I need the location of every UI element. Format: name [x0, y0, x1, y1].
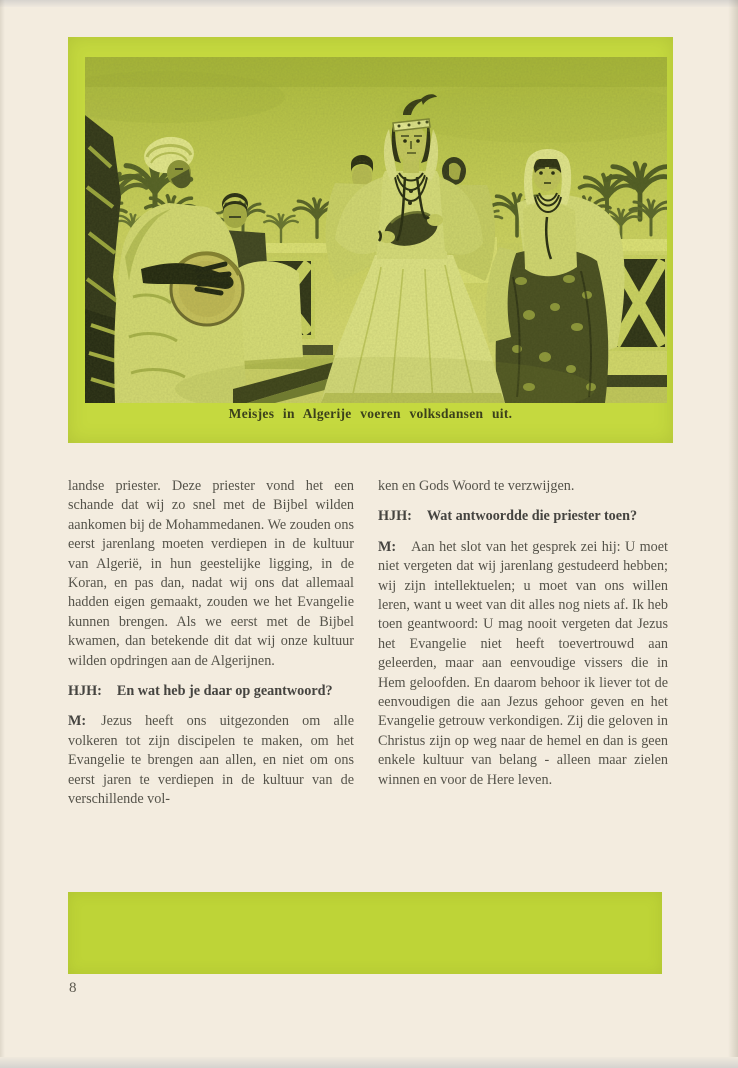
section-heading: HJH: Wat antwoordde die priester toen?: [378, 508, 638, 525]
speaker-label: M:: [378, 538, 397, 555]
speaker-label: M:: [68, 713, 87, 730]
body-paragraph: landse priester. Deze priester vond het een schande dat wij zo snel met de Bijbel wilden aankomen bij de Mohammedanen. We zouden ons eerst jarenlang moeten verdiepen in de kultuur van Algerië, in hun geestelijke ligging, in de Koran, en pas dan, nadat wij ons dat allemaal hadden eigen gemaakt, zouden we het Evangelie kunnen brengen. Als we eerst met de Bijbel kwamen, dan betekende dit dat wij onze kultuur wilden opdringen aan de Algerijnen.: [68, 478, 354, 669]
speaker-label: HJH:: [378, 508, 412, 525]
page-edge-top: [0, 0, 738, 7]
body-paragraph: ken en Gods Woord te verzwijgen.: [378, 478, 575, 494]
text-column-left: [68, 477, 354, 821]
page-edge-right: [728, 0, 738, 1068]
body-paragraph: M: Aan het slot van het gesprek zei hij: U moet niet vergeten dat wij jarenlang gestudeerd hebben; wij zijn intellektuelen; u moet van ons willen leren, want u weet van dit alles nog niets af. Ik heb toen geantwoord: U mag nooit vergeten dat Jezus het Evangelie niet heeft toevertrouwd aan geleerden, maar aan eenvoudige vissers die in Hem geloofden. En daarom behoor ik liever tot de eenvoudigen die aan Jezus gehoor geven en het Evangelie getrouw verkondigen. Zij die geloven in Christus zijn op weg naar de hemel en dan is geen enkele kultuur van belang - alleen maar zielen winnen en voor de Here leven.: [378, 538, 668, 788]
photo-caption: Meisjes in Algerije voeren volksdansen uit.: [228, 406, 513, 421]
speaker-label: HJH:: [68, 683, 102, 700]
photo-algeria-folk-dance: [85, 57, 667, 403]
photo-frame: [68, 37, 673, 443]
page-number: 8: [69, 980, 77, 996]
footer-color-bar: [68, 892, 662, 974]
section-heading: HJH: En wat heb je daar op geantwoord?: [68, 683, 333, 700]
page-edge-left: [0, 0, 5, 1068]
body-paragraph: M: Jezus heeft ons uitgezonden om alle volkeren tot zijn discipelen te maken, om het Evangelie te brengen aan allen, en niet om ons eerst jaren te verdiepen in de kultuur van de verschillende vol-: [68, 713, 354, 808]
film-grain-overlay: [85, 57, 667, 403]
text-column-right: [378, 477, 668, 801]
page-edge-bottom: [0, 1057, 738, 1068]
